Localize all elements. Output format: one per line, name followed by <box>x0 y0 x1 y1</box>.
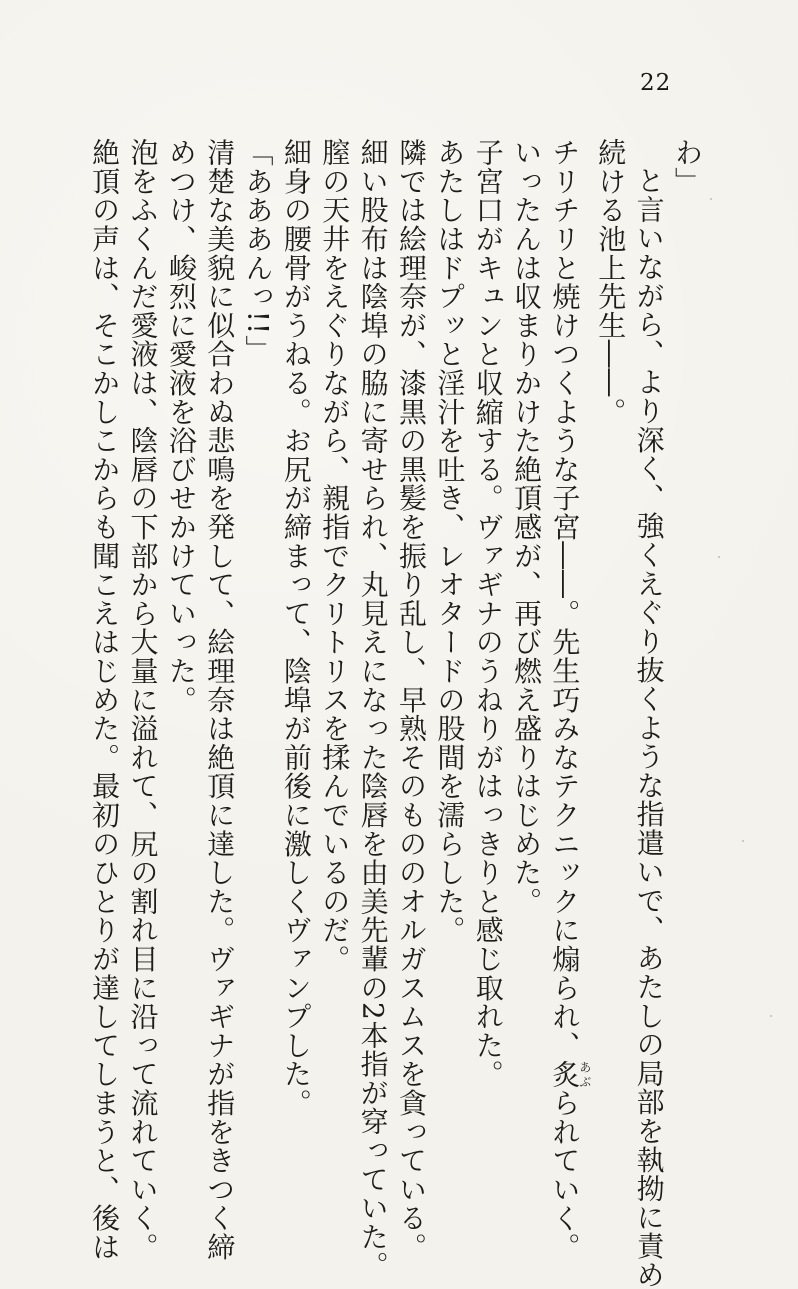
paper-speck <box>742 840 744 842</box>
text-line-part: られていく。 <box>548 1088 582 1262</box>
paper-speck <box>718 556 720 558</box>
text-line: あたしはドプッと淫汁を吐き、レオタードの股間を濡らした。 <box>433 138 467 945</box>
text-line: いったんは収まりかけた絶頂感が、再び燃え盛りはじめた。 <box>510 138 544 916</box>
paper-speck <box>770 1015 772 1017</box>
text-line: わ」 <box>671 138 704 196</box>
ruby-annotation <box>548 1059 592 1089</box>
ruby-reading: あぶ <box>577 1059 592 1089</box>
text-line: 細い股布は陰埠の脇に寄せられ、丸見えになった陰唇を由美先輩の2本指が穿っていた。 <box>356 138 390 1280</box>
text-line: 泡をふくんだ愛液は、陰唇の下部から大量に溢れて、尻の割れ目に沿って流れていく。 <box>126 138 160 1262</box>
text-line: 膣の天井をえぐりながら、親指でクリトリスを揉んでいるのだ。 <box>318 138 352 974</box>
text-line-part: チリチリと焼けつくような子宮――。先生巧みなテクニックに煽られ、 <box>548 138 582 1060</box>
text-line: めつけ、峻烈に愛液を浴びせかけていった。 <box>164 138 198 714</box>
text-line: 「あああんっ!!」 <box>241 138 275 364</box>
text-line: 絶頂の声は、そこかしこからも聞こえはじめた。最初のひとりが達してしまうと、後は <box>88 138 122 1262</box>
text-line-with-ruby <box>545 138 592 1262</box>
text-line: 続ける池上先生――。 <box>594 138 628 426</box>
paper-speck <box>710 198 712 200</box>
text-line: 隣では絵理奈が、漆黒の黒髪を振り乱し、早熟そのもののオルガスムスを貪っている。 <box>394 138 428 1262</box>
text-line: と言いながら、より深く、強くえぐり抜くような指遣いで、あたしの局部を執拗に責め <box>632 166 666 1289</box>
page-number: 22 <box>640 70 672 96</box>
text-line: 細身の腰骨がうねる。お尻が締まって、陰埠が前後に激しくヴァンプした。 <box>279 138 313 1118</box>
ruby-base: 炙 <box>548 1059 582 1089</box>
text-line: 清楚な美貌に似合わぬ悲鳴を発して、絵理奈は絶頂に達した。ヴァギナが指をきつく締 <box>203 138 237 1262</box>
vertical-text-body <box>66 138 706 1289</box>
text-line: 子宮口がキュンと収縮する。ヴァギナのうねりがはっきりと感じ取れた。 <box>471 138 505 1089</box>
